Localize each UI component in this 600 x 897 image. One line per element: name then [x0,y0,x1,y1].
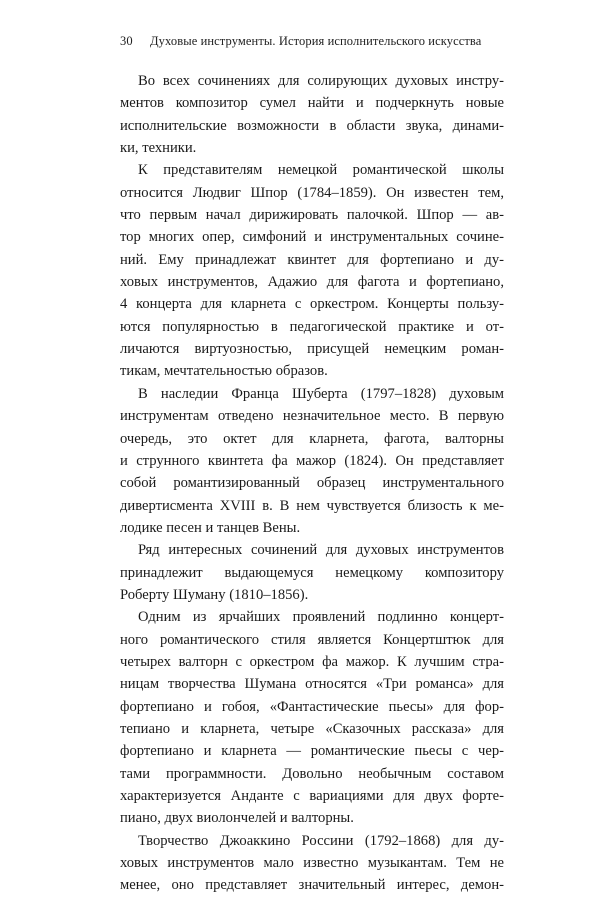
text-line: ховых инструментов, Адажио для фагота и фортепиано, [120,274,504,291]
paragraph [120,159,504,382]
paragraph [120,830,504,897]
text-line: Роберту Шуману (1810–1856). [120,586,309,603]
text-line: и струнного квинтета фа мажор (1824). Он представляет [120,452,504,469]
text-line: дивертисмента XVIII в. В нем чувствуется близость к ме- [120,497,504,514]
text-line: тикам, мечтательностью образов. [120,363,328,380]
paragraph [120,383,504,539]
text-line: инструментам отведено незначительное место. В первую [120,408,504,425]
text-line: В наследии Франца Шуберта (1797–1828) духовым [138,385,504,402]
text-line: 4 концерта для кларнета с оркестром. Концерты пользу- [120,296,504,313]
text-line: фортепиано и гобоя, «Фантастические пьесы» для фор- [120,698,504,715]
text-line: ются популярностью в педагогической практике и от- [120,318,504,335]
text-line: Одним из ярчайших проявлений подлинно концерт- [138,609,504,626]
text-line: ного романтического стиля является Концертштюк для [120,631,504,648]
text-line: ницам творчества Шумана относятся «Три романса» для [120,676,504,693]
text-line: тор многих опер, симфоний и инструментальных сочине- [120,229,504,246]
text-line: фортепиано и кларнета — романтические пьесы с чер- [120,743,504,760]
text-line: принадлежит выдающемуся немецкому композитору [120,564,504,581]
text-line: личаются виртуозностью, присущей немецким роман- [120,341,504,358]
text-line: ментов композитор сумел найти и подчеркнуть новые [120,95,504,112]
running-title: Духовые инструменты. История исполнительского искусства [150,34,482,48]
text-line: Во всех сочинениях для солирующих духовых инстру- [138,73,504,89]
text-line: К представителям немецкой романтической школы [138,162,504,179]
text-line: ки, техники. [120,140,197,157]
text-line: Ряд интересных сочинений для духовых инструментов [138,542,504,559]
text-line: относится Людвиг Шпор (1784–1859). Он известен тем, [120,184,504,201]
text-line: характеризуется Анданте с вариациями для двух форте- [120,788,504,804]
text-line: исполнительские возможности в области звука, динами- [120,117,504,134]
paragraph [120,70,504,159]
text-line: тами программности. Довольно необычным составом [120,765,504,782]
text-line: четырех валторн с оркестром фа мажор. К лучшим стра- [120,653,504,670]
text-line: очередь, это октет для кларнета, фагота, валторны [120,430,504,447]
paragraph [120,606,504,829]
text-line: ний. Ему принадлежат квинтет для фортепиано и ду- [120,251,504,268]
page-number: 30 [120,34,133,48]
text-line: что первым начал дирижировать палочкой. Шпор — ав- [120,207,504,224]
text-line: тепиано и кларнета, четыре «Сказочных рассказа» для [120,720,504,737]
text-line: собой романтизированный образец инструментального [120,475,504,492]
text-line: ховых инструментов мало известно музыкантам. Тем не [120,855,504,872]
text-line: пиано, двух виолончелей и валторны. [120,810,354,827]
paragraph [120,539,504,606]
body-text [120,70,504,897]
text-line: лодике песен и танцев Вены. [120,519,301,536]
text-line: Творчество Джоаккино Россини (1792–1868) для ду- [138,832,504,849]
text-line: менее, оно представляет значительный интерес, демон- [120,877,504,894]
